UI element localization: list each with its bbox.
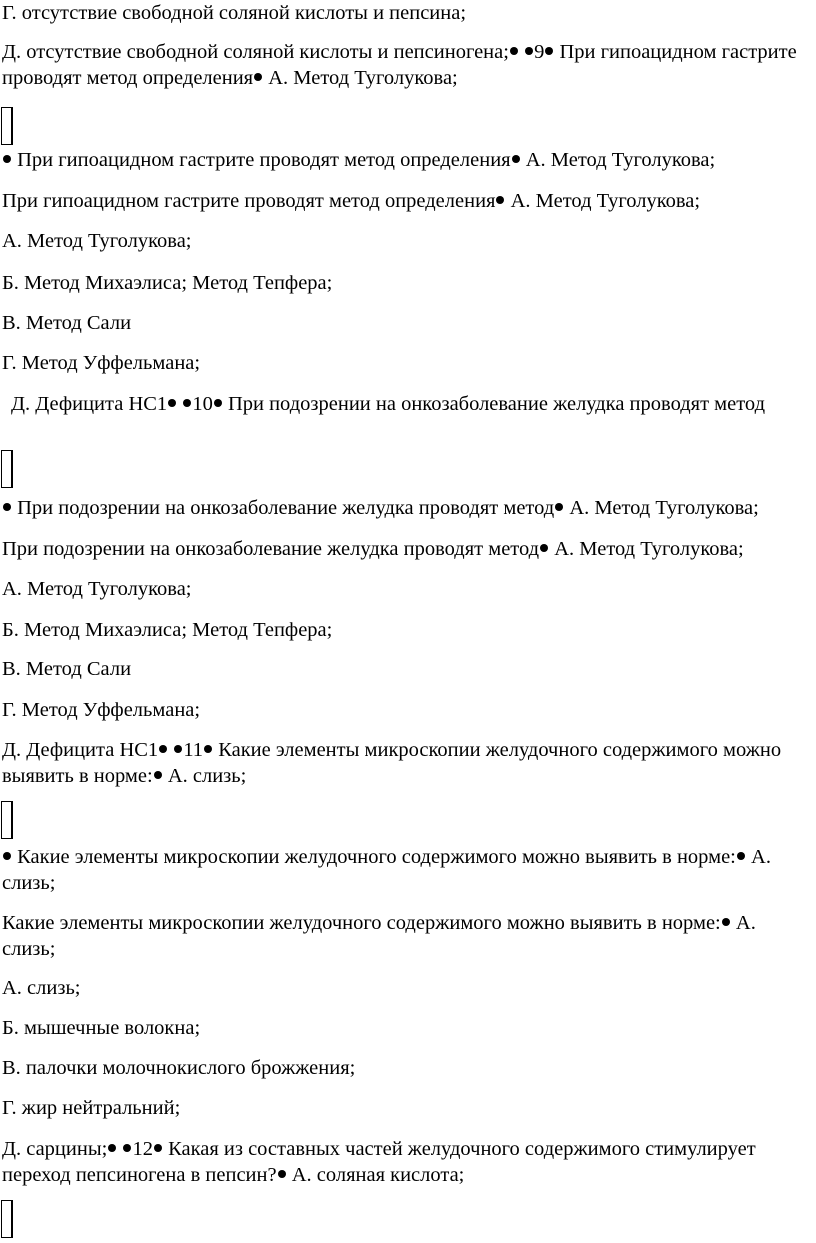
answer-g-q10 [2, 697, 810, 723]
answer-d-q11-question-12 [2, 1136, 810, 1188]
answer-a-q11 [2, 975, 810, 1001]
question-11-bullet-line [2, 844, 810, 896]
bullet-icon [545, 47, 553, 55]
text: Какая из составных частей желудочного содержимого стимулирует [168, 1138, 756, 1160]
answer-v-q9 [2, 310, 810, 336]
answer-b-q9 [2, 270, 810, 296]
text: А. Метод Туголукова; [268, 67, 458, 89]
text: А. соляная кислота; [291, 1164, 465, 1186]
text: В. палочки молочнокислого брожжения; [2, 1057, 356, 1079]
text: проводят метод определения [2, 67, 254, 89]
question-number: 9 [534, 41, 545, 63]
checkbox-q10[interactable] [1, 450, 13, 488]
question-number: 12 [132, 1138, 153, 1160]
bullet-icon [154, 1144, 162, 1152]
bullet-icon [108, 1144, 116, 1152]
bullet-icon [722, 918, 730, 926]
text: А. Метод Туголукова; [569, 497, 759, 519]
question-9-text [2, 188, 810, 214]
answer-g-q9 [2, 350, 810, 376]
text: Г. жир нейтральний; [2, 1097, 181, 1119]
answer-b-q10 [2, 617, 810, 643]
bullet-icon [214, 399, 222, 407]
bullet-icon [204, 745, 212, 753]
text: А. Метод Туголукова; [525, 149, 716, 171]
answer-a-q10 [2, 576, 810, 602]
answer-d-q9-question-10 [11, 391, 816, 417]
text: А. Метод Туголукова; [554, 538, 744, 560]
text: Д. сарцины; [2, 1138, 108, 1160]
bullet-icon [737, 852, 745, 860]
text: При подозрении на онкозаболевание желудка проводят метод [17, 497, 555, 519]
text: слизь; [2, 872, 56, 894]
answer-v-q10 [2, 656, 810, 682]
answer-a-q9 [2, 228, 810, 254]
text: А. слизь; [167, 765, 247, 787]
bullet-icon [3, 852, 11, 860]
text: Д. отсутствие свободной соляной кислоты и пепсиногена; [2, 41, 509, 63]
text: В. Метод Сали [2, 658, 132, 680]
question-10-bullet-line [2, 495, 810, 521]
bullet-icon [512, 155, 520, 163]
text: А. Метод Туголукова; [510, 190, 701, 212]
answer-d-q10-question-11 [2, 737, 810, 789]
text: При гипоацидном гастрите [559, 41, 797, 63]
bullet-icon [123, 1144, 131, 1152]
checkbox-q9[interactable] [1, 107, 13, 145]
text: Какие элементы микроскопии желудочного содержимого можно выявить в норме: [17, 846, 736, 868]
text: Г. Метод Уффельмана; [2, 699, 201, 721]
text: Д. Дефицита НС1 [2, 739, 159, 761]
checkbox-q11[interactable] [1, 801, 13, 839]
bullet-icon [540, 544, 548, 552]
checkbox-q12[interactable] [1, 1200, 13, 1238]
question-10-text [2, 536, 810, 562]
text: Какие элементы микроскопии желудочного содержимого можно [218, 739, 782, 761]
bullet-icon [555, 503, 563, 511]
question-number: 11 [183, 739, 204, 761]
text: Б. Метод Михаэлиса; Метод Тепфера; [2, 272, 333, 294]
bullet-icon [278, 1170, 286, 1178]
text: При гипоацидном гастрите проводят метод определения [17, 149, 511, 171]
bullet-icon [254, 73, 262, 81]
text: Г. Метод Уффельмана; [2, 352, 201, 374]
text: выявить в норме: [2, 765, 153, 787]
question-number: 10 [192, 393, 213, 415]
bullet-icon [174, 745, 182, 753]
text: Г. отсутствие свободной соляной кислоты и пепсина; [2, 2, 467, 24]
text: А. Метод Туголукова; [2, 578, 192, 600]
answer-b-q11 [2, 1015, 810, 1041]
text: А. слизь; [2, 977, 81, 999]
bullet-icon [510, 47, 518, 55]
text: Д. Дефицита НС1 [11, 393, 168, 415]
text: А. Метод Туголукова; [2, 230, 192, 252]
text: А. [735, 912, 756, 934]
text: переход пепсиногена в пепсин? [2, 1164, 277, 1186]
question-9-bullet-line [2, 147, 810, 173]
text: В. Метод Сали [2, 312, 132, 334]
bullet-icon [3, 503, 11, 511]
bullet-icon [3, 155, 11, 163]
question-11-text [2, 910, 810, 962]
text: При подозрении на онкозаболевание желудка проводят метод [2, 538, 540, 560]
bullet-icon [159, 745, 167, 753]
answer-v-q11 [2, 1055, 810, 1081]
text: Б. Метод Михаэлиса; Метод Тепфера; [2, 619, 333, 641]
text: Б. мышечные волокна; [2, 1017, 201, 1039]
bullet-icon [168, 399, 176, 407]
text: При подозрении на онкозаболевание желудка проводят метод [227, 393, 766, 415]
text: Какие элементы микроскопии желудочного содержимого можно выявить в норме: [2, 912, 721, 934]
bullet-icon [496, 196, 504, 204]
answer-g-q11 [2, 1095, 810, 1121]
answer-g-q8 [2, 0, 810, 26]
answer-d-q8-question-9 [2, 39, 810, 91]
bullet-icon [183, 399, 191, 407]
text: слизь; [2, 938, 56, 960]
text: При гипоацидном гастрите проводят метод определения [2, 190, 496, 212]
bullet-icon [525, 47, 533, 55]
text: А. [751, 846, 771, 868]
bullet-icon [154, 771, 162, 779]
